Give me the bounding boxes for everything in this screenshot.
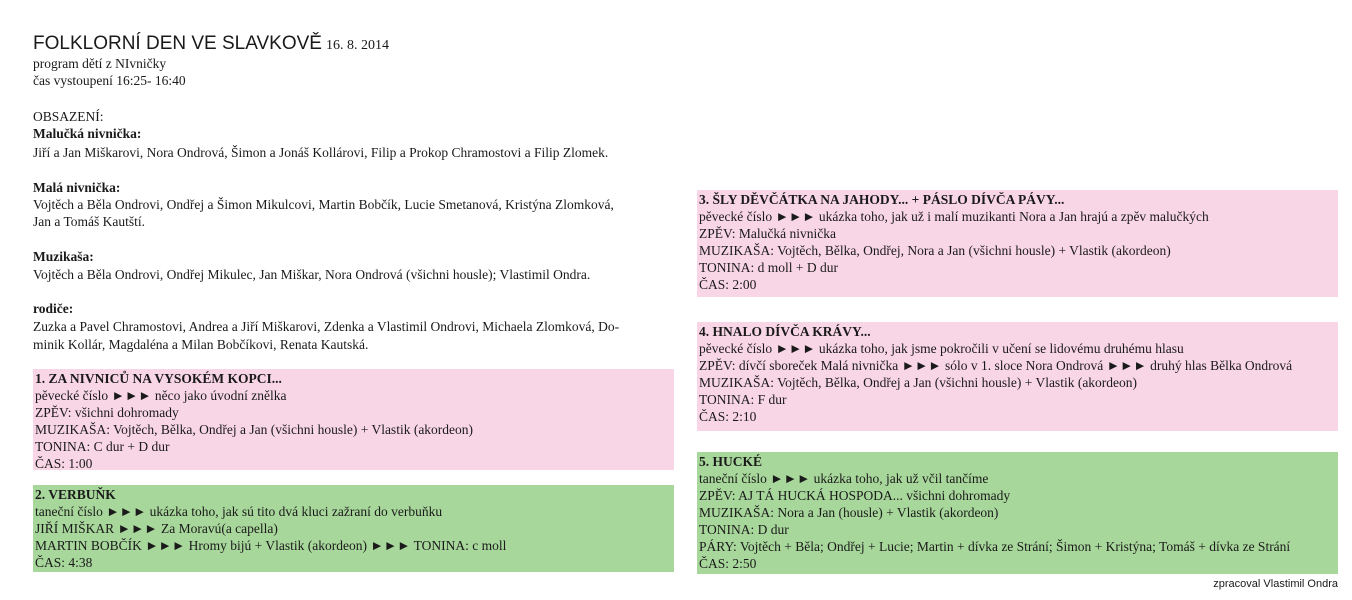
group-members: Vojtěch a Běla Ondrovi, Ondřej Mikulec, Jan Miškar, Nora Ondrová (všichni housle); Vlastimil Ondra.	[33, 267, 591, 282]
program-item-2	[33, 485, 674, 572]
item-line: TONINA: d moll + D dur	[699, 260, 838, 275]
item-line: ČAS: 2:00	[699, 277, 757, 292]
item-line: ČAS: 2:10	[699, 409, 757, 424]
item-title: 4. HNALO DÍVČA KRÁVY...	[699, 324, 871, 339]
program-item-1	[33, 369, 674, 470]
item-line: ČAS: 1:00	[35, 456, 93, 471]
group-members: Jan a Tomáš Kautští.	[33, 214, 146, 229]
item-line: TONINA: D dur	[699, 522, 789, 537]
item-title: 3. ŠLY DĚVČÁTKA NA JAHODY... + PÁSLO DÍVČA PÁVY...	[699, 192, 1065, 207]
performance-time: čas vystoupení 16:25- 16:40	[33, 73, 186, 88]
item-line: ZPĚV: Malučká nivnička	[699, 226, 836, 241]
item-line: PÁRY: Vojtěch + Běla; Ondřej + Lucie; Martin + dívka ze Strání; Šimon + Kristýna; Tomáš + dívka ze Strání	[699, 539, 1291, 554]
group-name: rodiče:	[33, 301, 74, 316]
group-name: Malá nivnička:	[33, 180, 121, 195]
item-line: MARTIN BOBČÍK ►►► Hromy bijú + Vlastik (akordeon) ►►► TONINA: c moll	[35, 538, 507, 553]
item-title: 1. ZA NIVNICŮ NA VYSOKÉM KOPCI...	[35, 371, 282, 386]
group-name: Muzikaša:	[33, 249, 94, 264]
item-line: MUZIKAŠA: Vojtěch, Bělka, Ondřej a Jan (všichni housle) + Vlastik (akordeon)	[35, 422, 474, 437]
item-line: MUZIKAŠA: Vojtěch, Bělka, Ondřej a Jan (všichni housle) + Vlastik (akordeon)	[699, 375, 1138, 390]
item-line: pěvecké číslo ►►► něco jako úvodní znělka	[35, 388, 287, 403]
group-members: Jiří a Jan Miškarovi, Nora Ondrová, Šimon a Jonáš Kollárovi, Filip a Prokop Chramostovi a Filip Zlomek.	[33, 145, 609, 160]
program-item-5	[697, 452, 1338, 574]
event-date: 16. 8. 2014	[325, 38, 389, 53]
cast-heading: OBSAZENÍ:	[33, 109, 104, 124]
program-subtitle: program dětí z NIvničky	[33, 56, 167, 71]
item-title: 5. HUCKÉ	[699, 454, 763, 469]
item-line: MUZIKAŠA: Nora a Jan (housle) + Vlastik (akordeon)	[699, 505, 999, 520]
program-item-3	[697, 190, 1338, 297]
item-line: ČAS: 2:50	[699, 556, 757, 571]
item-line: ZPĚV: AJ TÁ HUCKÁ HOSPODA... všichni dohromady	[699, 488, 1011, 503]
group-name: Malučká nivnička:	[33, 126, 142, 141]
group-members: minik Kollár, Magdaléna a Milan Bobčíkovi, Renata Kautská.	[33, 337, 369, 352]
item-line: ZPĚV: dívčí sboreček Malá nivnička ►►► sólo v 1. sloce Nora Ondrová ►►► druhý hlas Bělka Ondrová	[699, 358, 1293, 373]
item-title: 2. VERBUŇK	[35, 487, 116, 502]
item-line: ZPĚV: všichni dohromady	[35, 405, 179, 420]
item-line: pěvecké číslo ►►► ukázka toho, jak už i malí muzikanti Nora a Jan hrajú a zpěv malučkých	[699, 209, 1209, 224]
item-line: TONINA: C dur + D dur	[35, 439, 170, 454]
item-line: taneční číslo ►►► ukázka toho, jak už včil tančíme	[699, 471, 989, 486]
title-text: FOLKLORNÍ DEN VE SLAVKOVĚ	[33, 33, 322, 54]
credit-text: zpracoval Vlastimil Ondra	[1213, 578, 1338, 590]
item-line: TONINA: F dur	[699, 392, 787, 407]
group-members: Vojtěch a Běla Ondrovi, Ondřej a Šimon Mikulcovi, Martin Bobčík, Lucie Smetanová, Kristýna Zlomková,	[33, 197, 614, 212]
group-members: Zuzka a Pavel Chramostovi, Andrea a Jiří Miškarovi, Zdenka a Vlastimil Ondrovi, Michaela Zlomková, Do-	[33, 319, 620, 334]
item-line: ČAS: 4:38	[35, 555, 93, 570]
item-line: JIŘÍ MIŠKAR ►►► Za Moravú(a capella)	[35, 521, 278, 536]
page-title	[33, 33, 389, 55]
item-line: pěvecké číslo ►►► ukázka toho, jak jsme pokročili v učení se lidovému druhému hlasu	[699, 341, 1184, 356]
item-line: taneční číslo ►►► ukázka toho, jak sú tito dvá kluci zažraní do verbuňku	[35, 504, 443, 519]
program-item-4	[697, 322, 1338, 431]
item-line: MUZIKAŠA: Vojtěch, Bělka, Ondřej, Nora a Jan (všichni housle) + Vlastik (akordeon)	[699, 243, 1171, 258]
